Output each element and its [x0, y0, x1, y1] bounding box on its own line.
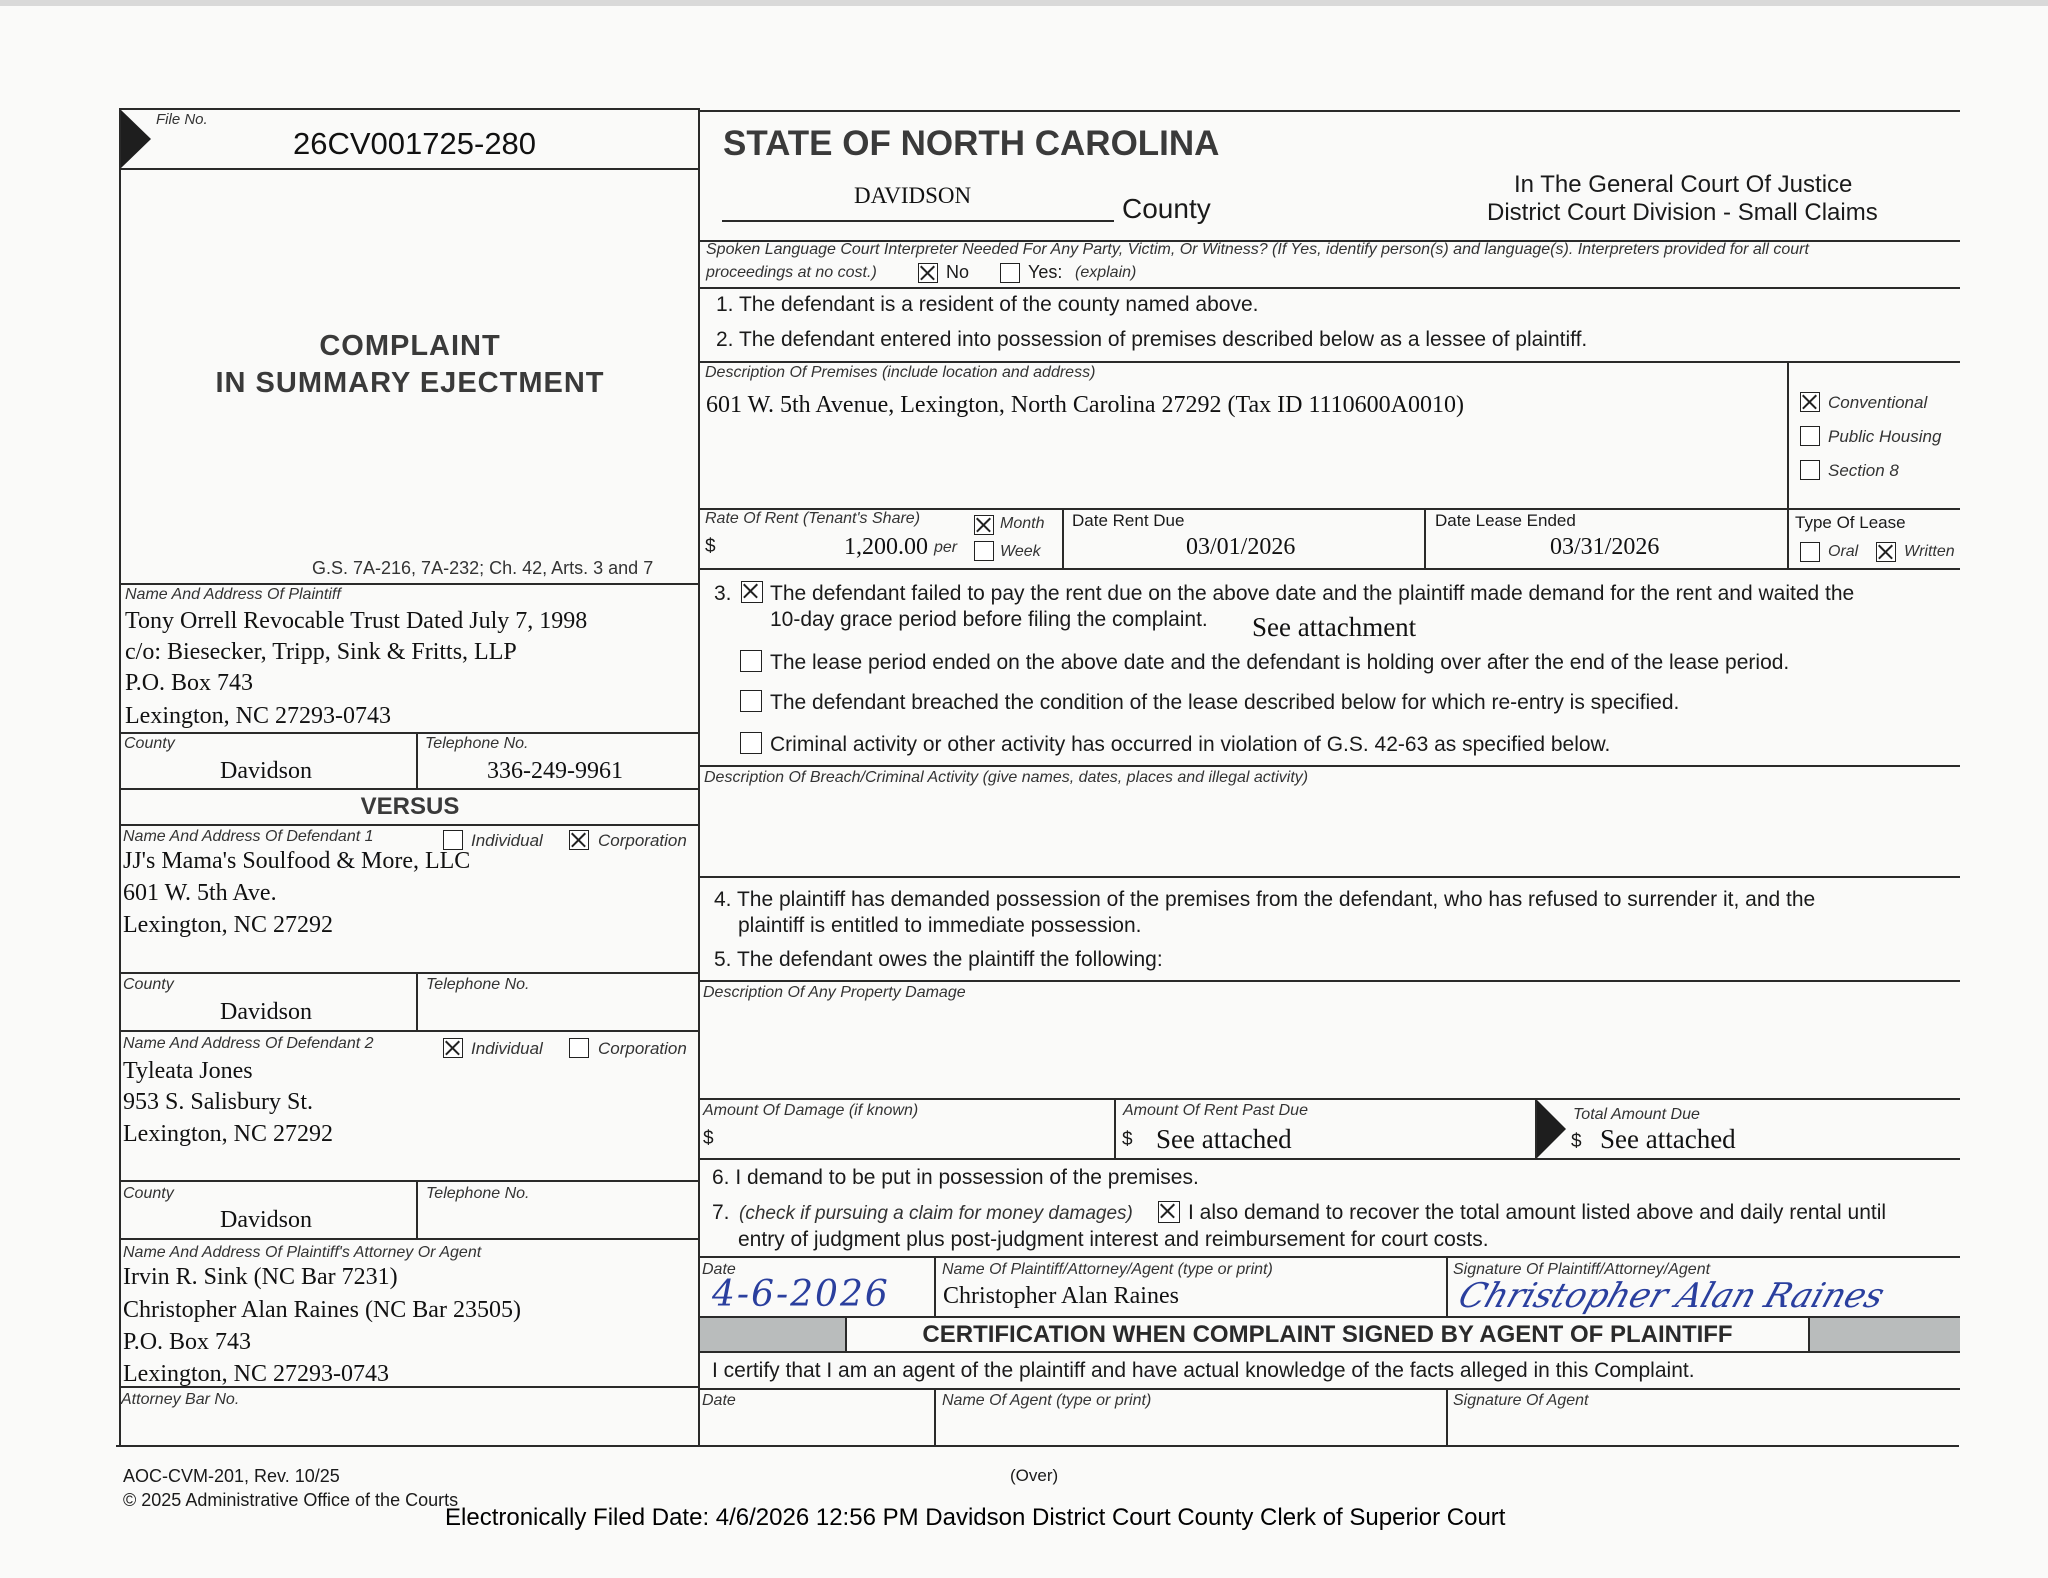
defendant1-individual-checkbox[interactable] — [443, 830, 463, 850]
allegation-1: 1. The defendant is a resident of the county named above. — [716, 293, 1259, 316]
lease-oral-checkbox[interactable] — [1800, 542, 1820, 562]
lease-type-label: Type Of Lease — [1795, 513, 1906, 532]
certification-text: I certify that I am an agent of the plaintiff and have actual knowledge of the facts alleged in this Complaint. — [712, 1359, 1695, 1382]
defendant1-line-3: Lexington, NC 27292 — [123, 912, 333, 938]
signature-label: Signature Of Plaintiff/Attorney/Agent — [1453, 1261, 1711, 1278]
interpreter-yes-label: Yes: — [1028, 262, 1063, 282]
complaint-title-line-1: COMPLAINT — [319, 330, 501, 362]
claim-nonpayment-checkbox[interactable] — [741, 581, 763, 603]
rent-amount: 1,200.00 — [844, 534, 928, 560]
rent-month-label: Month — [1000, 515, 1045, 532]
demand-7-check-note: (check if pursuing a claim for money damages) — [739, 1203, 1133, 1224]
damage-amount-label: Amount Of Damage (if known) — [703, 1102, 919, 1119]
allegation-4-line-2: plaintiff is entitled to immediate possession. — [738, 914, 1142, 937]
plaintiff-line-3: P.O. Box 743 — [125, 670, 254, 696]
claim-criminal-checkbox[interactable] — [740, 732, 762, 754]
attorney-line-4: Lexington, NC 27293-0743 — [123, 1361, 389, 1387]
total-arrow-icon — [1537, 1100, 1566, 1158]
county-label: County — [1122, 193, 1211, 224]
rent-past-due-label: Amount Of Rent Past Due — [1123, 1102, 1308, 1119]
plaintiff-county-label: County — [124, 735, 175, 752]
certification-shade-left — [700, 1318, 845, 1351]
claim-nonpayment-line-1: The defendant failed to pay the rent due on the above date and the plaintiff made demand for the rent and waited the — [770, 582, 1855, 605]
plaintiff-county: Davidson — [220, 758, 312, 784]
conventional-checkbox[interactable] — [1800, 392, 1820, 412]
damage-dollar-sign: $ — [703, 1128, 714, 1149]
claim-breach-checkbox[interactable] — [740, 690, 762, 712]
agent-signature-label: Signature Of Agent — [1453, 1392, 1589, 1409]
court-line-1: In The General Court Of Justice — [1514, 171, 1853, 198]
handwritten-signature: Christopher Alan Raines — [1453, 1276, 1890, 1316]
defendant2-line-1: Tyleata Jones — [123, 1058, 253, 1084]
demand-7-line-1: I also demand to recover the total amount listed above and daily rental until — [1188, 1201, 1887, 1224]
defendant2-line-2: 953 S. Salisbury St. — [123, 1089, 314, 1115]
rent-rate-label: Rate Of Rent (Tenant's Share) — [705, 510, 921, 527]
lease-written-checkbox[interactable] — [1876, 542, 1896, 562]
breach-description-label: Description Of Breach/Criminal Activity (give names, dates, places and illegal activity) — [704, 769, 1309, 786]
defendant2-county-label: County — [123, 1185, 174, 1202]
defendant1-corporation-checkbox[interactable] — [569, 830, 589, 850]
attorney-line-2: Christopher Alan Raines (NC Bar 23505) — [123, 1297, 521, 1323]
premises-value: 601 W. 5th Avenue, Lexington, North Carolina 27292 (Tax ID 1110600A0010) — [706, 392, 1464, 418]
file-arrow-icon — [121, 110, 151, 168]
claim-criminal-text: Criminal activity or other activity has occurred in violation of G.S. 42-63 as specified below. — [770, 733, 1611, 756]
conventional-label: Conventional — [1828, 393, 1928, 412]
attorney-bar-label: Attorney Bar No. — [121, 1391, 240, 1408]
agent-name-label: Name Of Agent (type or print) — [942, 1392, 1152, 1409]
plaintiff-line-4: Lexington, NC 27293-0743 — [125, 703, 391, 729]
defendant2-individual-label: Individual — [471, 1039, 543, 1058]
defendant1-county: Davidson — [220, 999, 312, 1025]
lease-written-label: Written — [1904, 543, 1955, 560]
electronic-filing-stamp: Electronically Filed Date: 4/6/2026 12:56 PM Davidson District Court County Clerk of Superior Court — [445, 1504, 1506, 1531]
statute-reference: G.S. 7A-216, 7A-232; Ch. 42, Arts. 3 and 7 — [312, 558, 654, 578]
defendant2-phone-label: Telephone No. — [426, 1185, 530, 1202]
defendant1-corporation-label: Corporation — [598, 831, 687, 850]
certification-title: CERTIFICATION WHEN COMPLAINT SIGNED BY AGENT OF PLAINTIFF — [922, 1321, 1733, 1348]
claim-nonpayment-line-2: 10-day grace period before filing the complaint. — [770, 608, 1208, 631]
versus-heading: VERSUS — [360, 793, 460, 820]
claim-holdover-checkbox[interactable] — [740, 650, 762, 672]
interpreter-no-checkbox[interactable] — [918, 263, 938, 283]
court-line-2: District Court Division - Small Claims — [1487, 199, 1878, 226]
defendant1-phone-label: Telephone No. — [426, 976, 530, 993]
claim-breach-text: The defendant breached the condition of the lease described below for which re-entry is specified. — [770, 691, 1680, 714]
allegation-2: 2. The defendant entered into possession of premises described below as a lessee of plaintiff. — [716, 328, 1588, 351]
rent-month-checkbox[interactable] — [974, 515, 994, 535]
attorney-line-1: Irvin R. Sink (NC Bar 7231) — [123, 1264, 398, 1290]
date-rent-due-value: 03/01/2026 — [1186, 534, 1296, 560]
section-8-checkbox[interactable] — [1800, 460, 1820, 480]
defendant1-county-label: County — [123, 976, 174, 993]
demand-7-line-2: entry of judgment plus post-judgment interest and reimbursement for court costs. — [738, 1228, 1489, 1251]
interpreter-explain: (explain) — [1075, 264, 1137, 281]
total-due-dollar: $ — [1571, 1131, 1582, 1152]
certification-shade-right — [1810, 1318, 1960, 1351]
total-due-label: Total Amount Due — [1573, 1106, 1700, 1123]
allegation-4-line-1: 4. The plaintiff has demanded possession of the premises from the defendant, who has refused to surrender it, and the — [714, 888, 1816, 911]
plaintiff-line-1: Tony Orrell Revocable Trust Dated July 7, 1998 — [125, 608, 588, 634]
rent-past-due-dollar: $ — [1122, 1129, 1133, 1150]
plaintiff-line-2: c/o: Biesecker, Tripp, Sink & Fritts, LLP — [125, 639, 517, 665]
section-8-label: Section 8 — [1828, 461, 1899, 480]
complaint-title-line-2: IN SUMMARY EJECTMENT — [215, 367, 605, 399]
defendant1-line-1: JJ's Mama's Soulfood & More, LLC — [123, 848, 471, 874]
claim-holdover-text: The lease period ended on the above date and the defendant is holding over after the end of the lease period. — [770, 651, 1790, 674]
total-due-value: See attached — [1600, 1124, 1736, 1154]
date-lease-ended-value: 03/31/2026 — [1550, 534, 1660, 560]
signature-date-value: 4-6-2026 — [712, 1274, 890, 1315]
claim-number-3: 3. — [714, 582, 732, 605]
rent-dollar-sign: $ — [705, 536, 716, 557]
date-rent-due-label: Date Rent Due — [1072, 511, 1185, 530]
defendant2-label: Name And Address Of Defendant 2 — [123, 1035, 374, 1052]
rent-past-due-value: See attached — [1156, 1124, 1292, 1154]
defendant2-county: Davidson — [220, 1207, 312, 1233]
over-label: (Over) — [1010, 1466, 1059, 1485]
interpreter-yes-checkbox[interactable] — [1000, 263, 1020, 283]
defendant1-line-2: 601 W. 5th Ave. — [123, 880, 277, 906]
attorney-line-3: P.O. Box 743 — [123, 1329, 252, 1355]
agent-date-label: Date — [702, 1392, 736, 1409]
signature-date-label: Date — [702, 1261, 736, 1278]
allegation-5: 5. The defendant owes the plaintiff the following: — [714, 948, 1163, 971]
scan-edge — [0, 0, 2048, 6]
copyright: © 2025 Administrative Office of the Courts — [123, 1490, 459, 1510]
interpreter-text-2: proceedings at no cost.) — [706, 264, 877, 281]
defendant1-label: Name And Address Of Defendant 1 — [123, 828, 374, 845]
date-lease-ended-label: Date Lease Ended — [1435, 511, 1576, 530]
interpreter-no-label: No — [946, 262, 970, 282]
attorney-label: Name And Address Of Plaintiff's Attorney Or Agent — [123, 1244, 482, 1261]
rent-per-label: per — [934, 539, 958, 556]
file-number: 26CV001725-280 — [293, 126, 537, 161]
rent-week-checkbox[interactable] — [974, 541, 994, 561]
defendant1-individual-label: Individual — [471, 831, 543, 850]
county-name: DAVIDSON — [854, 183, 972, 208]
public-housing-label: Public Housing — [1828, 427, 1942, 446]
interpreter-text-1: Spoken Language Court Interpreter Needed For Any Party, Victim, Or Witness? (If Yes, identify person(s) and language(s). Interpreters provided for all court — [706, 241, 1809, 258]
defendant2-corporation-checkbox[interactable] — [569, 1038, 589, 1058]
file-no-label: File No. — [156, 111, 208, 128]
lease-oral-label: Oral — [1828, 543, 1859, 560]
public-housing-checkbox[interactable] — [1800, 426, 1820, 446]
premises-label: Description Of Premises (include location and address) — [705, 364, 1096, 381]
rent-week-label: Week — [1000, 543, 1041, 560]
defendant2-corporation-label: Corporation — [598, 1039, 687, 1058]
plaintiff-phone: 336-249-9961 — [487, 758, 623, 784]
claim-nonpayment-note: See attachment — [1252, 612, 1417, 642]
plaintiff-phone-label: Telephone No. — [425, 735, 529, 752]
demand-6: 6. I demand to be put in possession of the premises. — [712, 1166, 1199, 1189]
defendant2-individual-checkbox[interactable] — [443, 1038, 463, 1058]
property-damage-label: Description Of Any Property Damage — [703, 984, 966, 1001]
signer-name-value: Christopher Alan Raines — [943, 1283, 1179, 1309]
defendant2-line-3: Lexington, NC 27292 — [123, 1121, 333, 1147]
form-number: AOC-CVM-201, Rev. 10/25 — [123, 1466, 340, 1486]
money-damages-checkbox[interactable] — [1158, 1201, 1180, 1223]
demand-7-number: 7. — [712, 1201, 730, 1224]
state-heading: STATE OF NORTH CAROLINA — [723, 124, 1220, 163]
signer-name-label: Name Of Plaintiff/Attorney/Agent (type or print) — [942, 1261, 1273, 1278]
plaintiff-label: Name And Address Of Plaintiff — [125, 586, 341, 603]
